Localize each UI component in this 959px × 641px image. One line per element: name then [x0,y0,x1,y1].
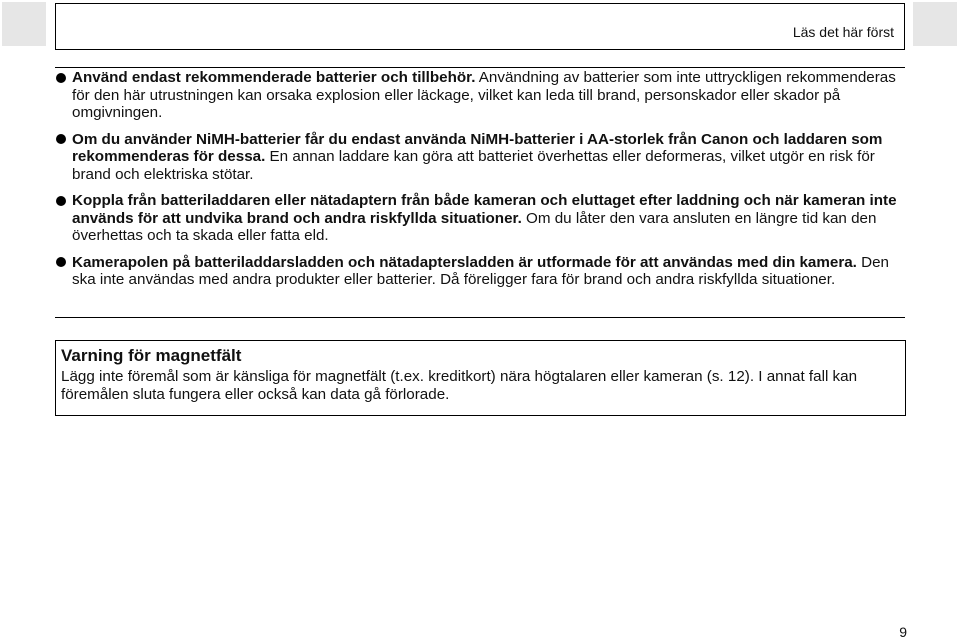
header-box [55,3,905,50]
safety-bullet-list [55,69,905,289]
left-page-tab [2,2,46,46]
bullet-heading: Använd endast rekommenderade batterier och tillbehör. [72,69,476,86]
bullet-item [55,131,905,184]
bullet-item [55,254,905,289]
warning-text: Lägg inte föremål som är känsliga för magnetfält (t.ex. kreditkort) nära högtalaren eller kameran (s. 12). I annat fall kan föremålen sluta fungera eller också kan data gå förlorade. [61,368,858,403]
section-title: Läs det här först [792,24,894,40]
bullet-dot-icon [56,196,66,206]
bullet-heading: Om du använder NiMH-batterier får du endast använda NiMH-batterier i AA-storlek från Canon och laddaren som rekommenderas för dessa. [72,130,883,165]
bullet-heading: Kamerapolen på batteriladdarsladden och nätadaptersladden är utformade för att användas med din kamera. [72,253,857,271]
page-number: 9 [899,624,907,640]
bullet-heading: Koppla från batteriladdaren eller nätadaptern från både kameran och eluttaget efter laddning och när kameran inte används för att undvika brand och andra riskfyllda situationer. [72,192,897,227]
bullet-text: En annan laddare kan göra att batteriet överhettas eller deformeras, vilket utgör en risk för brand och elektriska stötar. [72,148,875,183]
warning-title: Varning för magnetfält [61,346,242,365]
bullet-dot-icon [56,134,66,144]
right-page-tab [913,2,957,46]
bottom-divider [55,317,905,318]
bullet-item [55,69,905,122]
bullet-text: Om du låter den vara ansluten en längre tid kan den överhettas och ta skada eller fatta eld. [72,209,877,244]
bullet-text: Den ska inte användas med andra produkter eller batterier. Då föreligger fara för brand och andra riskfyllda situationer. [72,253,889,288]
magnetic-warning-box [55,340,906,416]
bullet-dot-icon [56,73,66,83]
bullet-item [55,192,905,245]
bullet-text: Användning av batterier som inte uttryckligen rekommenderas för den här utrustningen kan orsaka explosion eller läckage, vilket kan leda till brand, personskador eller skador på omgivningen. [72,69,896,121]
bullet-dot-icon [56,257,66,267]
top-divider [55,67,905,68]
